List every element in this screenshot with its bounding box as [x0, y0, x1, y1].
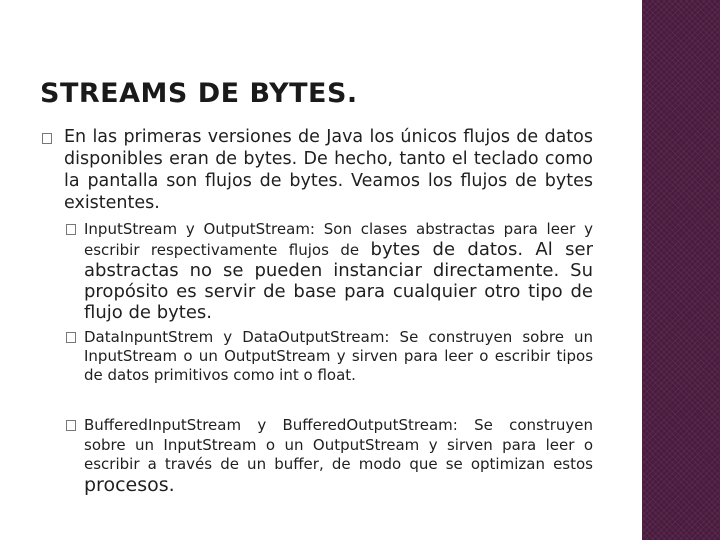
decorative-sidebar: [642, 0, 720, 540]
bullet-text: En las primeras versiones de Java los únicos flujos de datos disponibles eran de bytes. De hecho, tanto el teclado como la pantalla son flujos de bytes. Veamos los flujos de bytes existentes.: [64, 127, 593, 213]
bullet-box-icon: [66, 224, 76, 235]
sub-bullet-1-text-b: bytes de datos. Al ser abstractas no se pueden instanciar directamente. Su propósito es servir de base para cualquier otro tipo de flujo de bytes.: [84, 239, 593, 323]
sub-bullet-2-text-b: OutputStream y sirven para leer o escribir tipos de datos primitivos como int o float.: [84, 347, 594, 384]
sub-bullet-1-text-a: InputStream y OutputStream: Son clases abstractas para leer y escribir respectivamente flujos de: [84, 220, 593, 259]
bullet-box-icon: [66, 420, 76, 431]
sub-bullet-3-text-b: procesos.: [84, 473, 175, 496]
sub-bullet-1: [84, 220, 593, 323]
sub-bullet-3-text-a: BufferedInputStream y BufferedOutputStream: Se construyen sobre un InputStream o un OutputStream y sirven para leer o escribir a través de un buffer, de modo que se optimizan estos: [84, 416, 593, 473]
slide-title: STREAMS DE BYTES.: [40, 78, 358, 109]
sub-bullet-2-text-a: DataInpuntStrem y DataOutputStream: Se construyen sobre un InputStream o un: [84, 328, 593, 365]
sub-bullet-2: [84, 328, 593, 385]
bullet-box-icon: [66, 332, 76, 343]
sub-bullet-3: [84, 416, 593, 496]
bullet-box-icon: [42, 133, 52, 144]
